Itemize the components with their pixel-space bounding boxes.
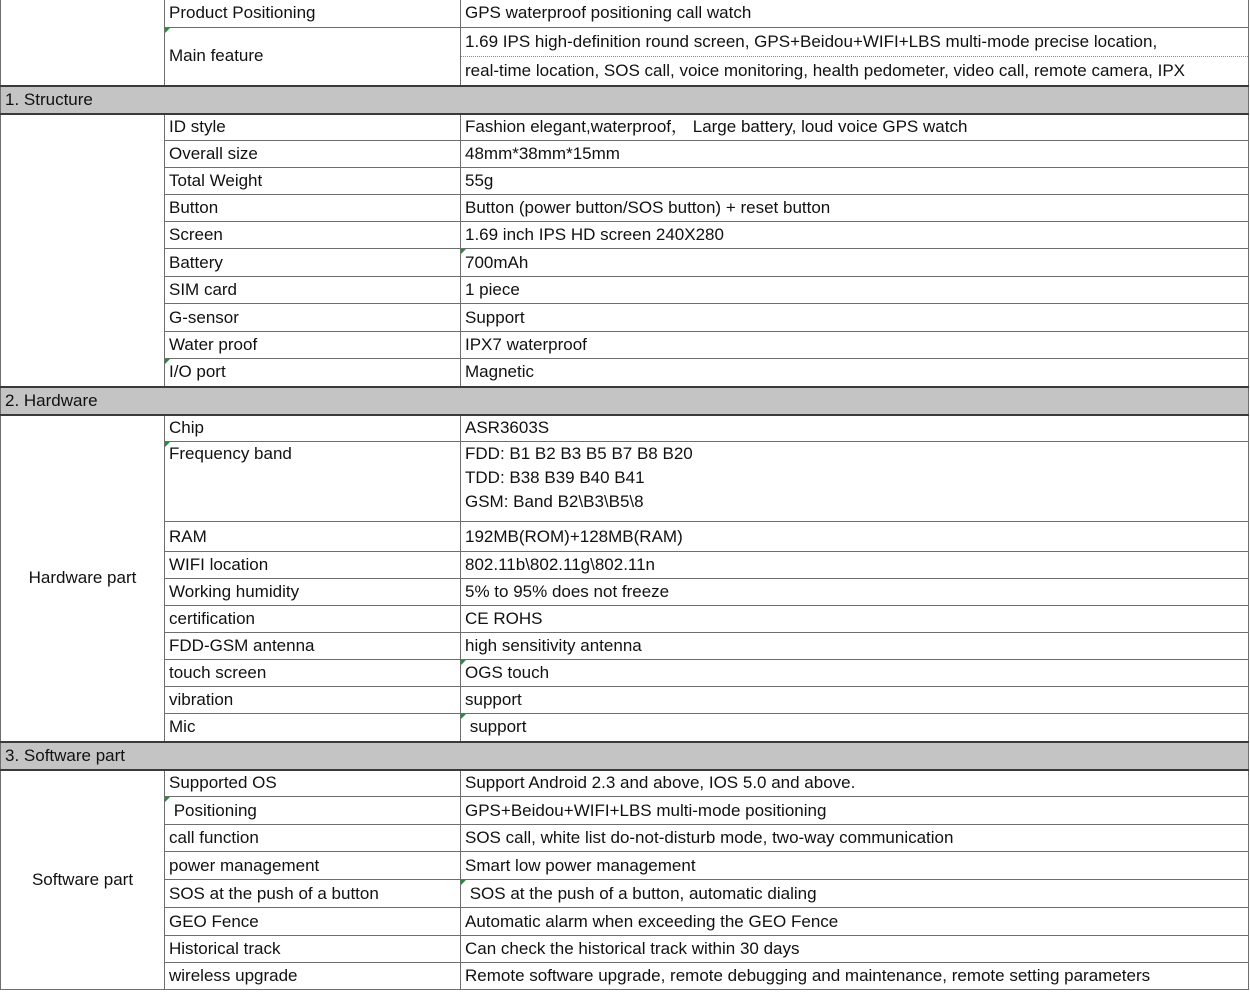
table-row <box>1 0 1249 27</box>
spec-value: Fashion elegant,waterproof， Large battery, loud voice GPS watch <box>461 114 1249 141</box>
table-row <box>1 304 1249 332</box>
spec-value: Automatic alarm when exceeding the GEO Fence <box>461 908 1249 936</box>
section-title: 2. Hardware <box>1 387 1249 415</box>
spec-label: G-sensor <box>165 304 461 332</box>
table-row <box>1 797 1249 825</box>
spec-value: 700mAh <box>461 249 1249 277</box>
spec-label: Screen <box>165 222 461 249</box>
spec-value: high sensitivity antenna <box>461 633 1249 660</box>
section-title: 3. Software part <box>1 742 1249 770</box>
spec-value: SOS at the push of a button, automatic dialing <box>461 880 1249 908</box>
spec-label: Product Positioning <box>165 0 461 27</box>
spec-label: certification <box>165 606 461 633</box>
table-row <box>1 825 1249 852</box>
spec-value: Can check the historical track within 30 days <box>461 936 1249 963</box>
category-hardware-part: Hardware part <box>1 415 165 742</box>
main-feature-line-2: real-time location, SOS call, voice monitoring, health pedometer, video call, remote camera, IPX <box>465 60 1186 80</box>
spec-label: Positioning <box>165 797 461 825</box>
spec-value: Remote software upgrade, remote debugging and maintenance, remote setting parameters <box>461 963 1249 990</box>
spec-value: 55g <box>461 168 1249 195</box>
spec-label: Mic <box>165 714 461 742</box>
spec-label: Overall size <box>165 141 461 168</box>
section-header <box>1 86 1249 114</box>
spec-label: Total Weight <box>165 168 461 195</box>
spec-value: CE ROHS <box>461 606 1249 633</box>
spec-value: ASR3603S <box>461 415 1249 442</box>
spec-value: Magnetic <box>461 359 1249 387</box>
table-row <box>1 552 1249 579</box>
spec-value: 48mm*38mm*15mm <box>461 141 1249 168</box>
spec-value: 802.11b\802.11g\802.11n <box>461 552 1249 579</box>
table-row <box>1 141 1249 168</box>
spec-label: power management <box>165 852 461 880</box>
table-row <box>1 415 1249 442</box>
spec-label: Supported OS <box>165 770 461 797</box>
spec-label: Water proof <box>165 332 461 359</box>
spec-label: Button <box>165 195 461 222</box>
spec-label: Battery <box>165 249 461 277</box>
spec-value: Smart low power management <box>461 852 1249 880</box>
table-row <box>1 168 1249 195</box>
table-row <box>1 770 1249 797</box>
spec-label: ID style <box>165 114 461 141</box>
spec-label: vibration <box>165 687 461 714</box>
spec-value: 1 piece <box>461 277 1249 304</box>
table-row <box>1 606 1249 633</box>
spec-label: WIFI location <box>165 552 461 579</box>
spec-value: Support <box>461 304 1249 332</box>
spec-label: wireless upgrade <box>165 963 461 990</box>
spec-label: Working humidity <box>165 579 461 606</box>
spec-label: touch screen <box>165 660 461 687</box>
table-row <box>1 249 1249 277</box>
table-row <box>1 660 1249 687</box>
frequency-line-gsm: GSM: Band B2\B3\B5\8 <box>465 492 644 511</box>
table-row <box>1 687 1249 714</box>
spec-value: support <box>461 714 1249 742</box>
spec-value: GPS+Beidou+WIFI+LBS multi-mode positioning <box>461 797 1249 825</box>
category-cell-blank <box>1 0 165 86</box>
spec-value-multiline <box>461 442 1249 522</box>
spec-label: Main feature <box>165 27 461 86</box>
frequency-line-tdd: TDD: B38 B39 B40 B41 <box>465 468 645 487</box>
spec-label: call function <box>165 825 461 852</box>
spec-label: Chip <box>165 415 461 442</box>
table-row <box>1 277 1249 304</box>
table-row <box>1 114 1249 141</box>
spec-label: GEO Fence <box>165 908 461 936</box>
table-row <box>1 359 1249 387</box>
section-header <box>1 742 1249 770</box>
table-row <box>1 222 1249 249</box>
spec-value: Button (power button/SOS button) + reset button <box>461 195 1249 222</box>
table-row <box>1 908 1249 936</box>
spec-label: Historical track <box>165 936 461 963</box>
table-row <box>1 880 1249 908</box>
category-cell-blank <box>1 114 165 387</box>
spec-label: SOS at the push of a button <box>165 880 461 908</box>
table-row <box>1 522 1249 552</box>
spec-value: 5% to 95% does not freeze <box>461 579 1249 606</box>
spec-value: Support Android 2.3 and above, IOS 5.0 and above. <box>461 770 1249 797</box>
spec-value: 192MB(ROM)+128MB(RAM) <box>461 522 1249 552</box>
frequency-line-fdd: FDD: B1 B2 B3 B5 B7 B8 B20 <box>465 444 693 463</box>
spec-value: SOS call, white list do-not-disturb mode, two-way communication <box>461 825 1249 852</box>
table-row <box>1 195 1249 222</box>
section-title: 1. Structure <box>1 86 1249 114</box>
spec-value: OGS touch <box>461 660 1249 687</box>
spec-value: 1.69 inch IPS HD screen 240X280 <box>461 222 1249 249</box>
spec-label: I/O port <box>165 359 461 387</box>
table-row <box>1 579 1249 606</box>
spec-value: support <box>461 687 1249 714</box>
spec-label: Frequency band <box>165 442 461 522</box>
spec-value: GPS waterproof positioning call watch <box>461 0 1249 27</box>
table-row <box>1 633 1249 660</box>
table-row <box>1 714 1249 742</box>
spec-value-multiline <box>461 27 1249 86</box>
spec-value: IPX7 waterproof <box>461 332 1249 359</box>
table-row <box>1 936 1249 963</box>
table-row <box>1 442 1249 522</box>
table-row <box>1 27 1249 86</box>
category-software-part: Software part <box>1 770 165 990</box>
spec-label: FDD-GSM antenna <box>165 633 461 660</box>
table-row <box>1 332 1249 359</box>
main-feature-line-1: 1.69 IPS high-definition round screen, GPS+Beidou+WIFI+LBS multi-mode precise location, <box>461 28 1248 57</box>
section-header <box>1 387 1249 415</box>
table-row <box>1 963 1249 990</box>
spec-label: RAM <box>165 522 461 552</box>
table-row <box>1 852 1249 880</box>
spec-label: SIM card <box>165 277 461 304</box>
